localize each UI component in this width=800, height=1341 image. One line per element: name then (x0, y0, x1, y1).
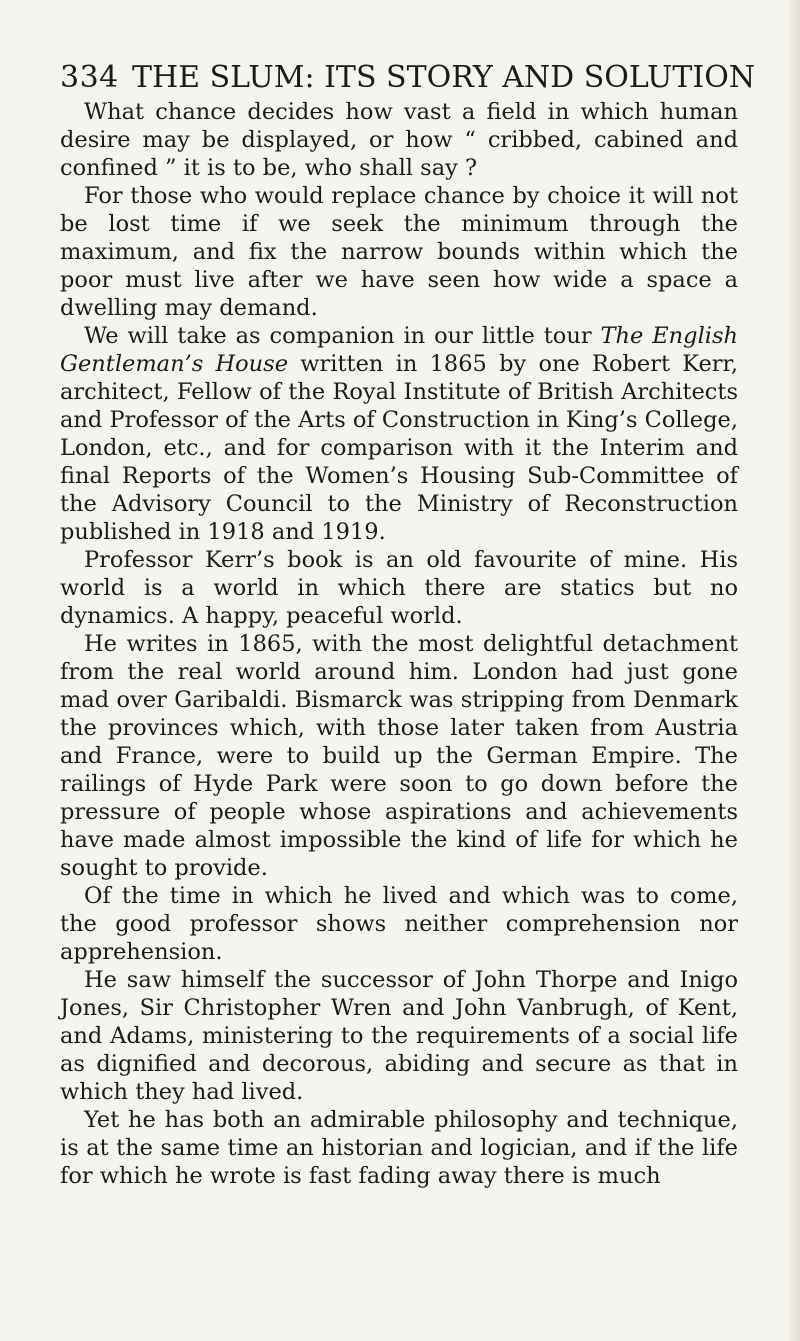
paragraph-successor: He saw himself the successor of John Thorpe and Inigo Jones, Sir Christopher Wren and John Vanbrugh, of Kent, and Adams, ministering to the requirements of a social life as dignified and decorous, abiding and secure as that in which they had lived. (60, 967, 738, 1105)
kerr-details-text: written in 1865 by one Robert Kerr, architect, Fellow of the Royal Institute of British Architects and Professor of the Arts of Construction in King’s College, London, etc., and for comparison with it the Interim and final Reports of the Women’s Housing Sub-Committee of the Advisory Council to the Ministry of Reconstruction published in 1918 and 1919. (60, 351, 738, 545)
paragraph-philosophy: Yet he has both an admirable philosophy and technique, is at the same time an historian and logician, and if the life for which he wrote is fast fading away there is much (60, 1107, 738, 1189)
book-title: The English Gentleman’s House (60, 323, 739, 377)
page-edge-shadow (788, 0, 800, 1341)
paragraph-1865: He writes in 1865, with the most delightful detachment from the real world around him. London had just gone mad over Garibaldi. Bismarck was stripping from Denmark the provinces which, with those later taken from Austria and France, were to build up the German Empire. The railings of Hyde Park were soon to go down before the pressure of people whose aspirations and achievements have made almost impossible the kind of life for which he sought to provide. (60, 631, 738, 881)
page-number: 334 (60, 60, 119, 95)
paragraph-chance: What chance decides how vast a field in which human desire may be displayed, or how “ cribbed, cabined and confined ” it is to be, who shall say ? (60, 99, 738, 181)
paragraph-time: Of the time in which he lived and which was to come, the good professor shows neither comprehension nor apprehension. (60, 883, 738, 965)
body-text (60, 98, 738, 1190)
kerr-intro-text: We will take as companion in our little tour (84, 323, 601, 349)
paragraph-kerr-book (60, 322, 738, 546)
paragraph-minimum-maximum: For those who would replace chance by choice it will not be lost time if we seek the minimum through the maximum, and fix the narrow bounds within which the poor must live after we have seen how wide a space a dwelling may demand. (60, 183, 738, 321)
page-header (60, 56, 755, 100)
running-head: THE SLUM: ITS STORY AND SOLUTION (132, 60, 756, 95)
paragraph-favourite: Professor Kerr’s book is an old favourite of mine. His world is a world in which there are statics but no dynamics. A happy, peaceful world. (60, 547, 738, 629)
